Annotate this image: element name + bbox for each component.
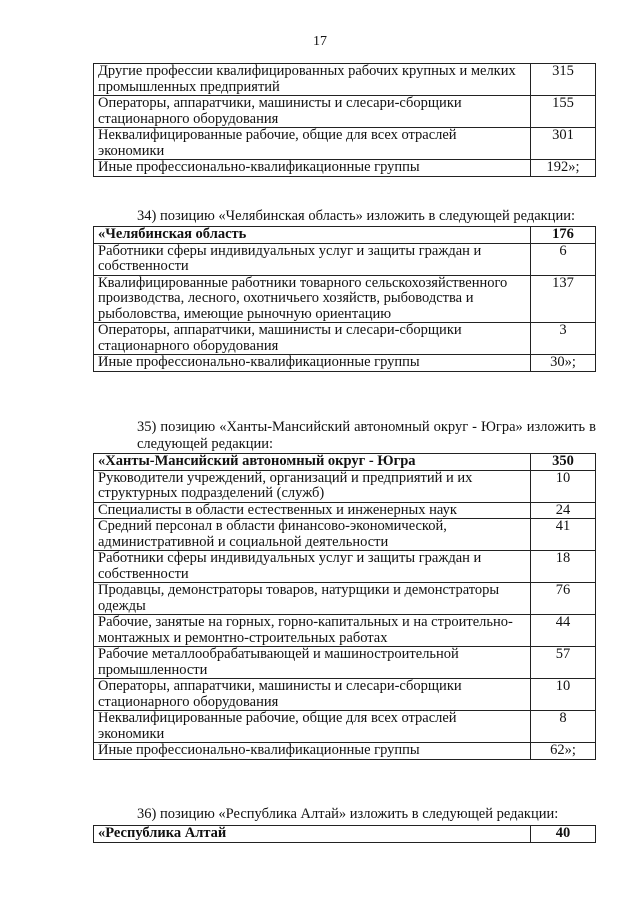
row-value: 30»; [531, 355, 596, 372]
region-name: «Ханты-Мансийский автономный округ - Югра [94, 454, 531, 471]
region-total: 176 [531, 227, 596, 244]
row-value: 301 [531, 128, 596, 160]
table-row [94, 355, 596, 372]
table-row [94, 470, 596, 502]
table-row [94, 160, 596, 177]
page-number: 17 [313, 34, 327, 49]
row-name: Средний персонал в области финансово-экономической, административной и социальной деятельности [94, 519, 531, 551]
paragraph-text: 36) позицию «Республика Алтай» изложить в следующей редакции: [137, 806, 559, 822]
table-row [94, 615, 596, 647]
row-value: 41 [531, 519, 596, 551]
row-value: 10 [531, 470, 596, 502]
paragraph-text: 34) позицию «Челябинская область» изложить в следующей редакции: [137, 208, 575, 224]
table-header-row [94, 826, 596, 843]
row-name: Квалифицированные работники товарного сельскохозяйственного производства, лесного, охотничьего хозяйств, рыбоводства и рыболовства, имеющие рыночную ориентацию [94, 275, 531, 323]
row-name: Руководители учреждений, организаций и предприятий и их структурных подразделений (служб) [94, 470, 531, 502]
row-name: Иные профессионально-квалификационные группы [94, 160, 531, 177]
table-row [94, 502, 596, 519]
paragraph-36 [93, 806, 596, 823]
row-value: 6 [531, 243, 596, 275]
row-name: Работники сферы индивидуальных услуг и защиты граждан и собственности [94, 243, 531, 275]
table-header-row [94, 227, 596, 244]
table-row [94, 275, 596, 323]
table-row [94, 551, 596, 583]
table-35 [93, 453, 596, 760]
table-36 [93, 825, 596, 843]
paragraph-text: 35) позицию «Ханты-Мансийский автономный округ - Югра» изложить в следующей редакции: [137, 419, 596, 452]
row-name: Другие профессии квалифицированных рабочих крупных и мелких промышленных предприятий [94, 64, 531, 96]
table-35-block [93, 453, 596, 760]
row-name: Иные профессионально-квалификационные группы [94, 355, 531, 372]
region-name: «Челябинская область [94, 227, 531, 244]
row-name: Неквалифицированные рабочие, общие для всех отраслей экономики [94, 711, 531, 743]
row-value: 315 [531, 64, 596, 96]
row-value: 24 [531, 502, 596, 519]
table-row [94, 679, 596, 711]
row-name: Специалисты в области естественных и инженерных наук [94, 502, 531, 519]
row-name: Работники сферы индивидуальных услуг и защиты граждан и собственности [94, 551, 531, 583]
region-total: 40 [531, 826, 596, 843]
row-value: 137 [531, 275, 596, 323]
table-row [94, 743, 596, 760]
row-value: 155 [531, 96, 596, 128]
table-row [94, 128, 596, 160]
table-36-block [93, 825, 596, 843]
region-total: 350 [531, 454, 596, 471]
table-row [94, 519, 596, 551]
row-name: Операторы, аппаратчики, машинисты и слесари-сборщики стационарного оборудования [94, 96, 531, 128]
row-name: Операторы, аппаратчики, машинисты и слесари-сборщики стационарного оборудования [94, 323, 531, 355]
table-top-block [93, 63, 596, 177]
table-header-row [94, 454, 596, 471]
row-value: 192»; [531, 160, 596, 177]
row-name: Продавцы, демонстраторы товаров, натурщики и демонстраторы одежды [94, 583, 531, 615]
table-row [94, 711, 596, 743]
row-value: 44 [531, 615, 596, 647]
table-34-block [93, 226, 596, 372]
row-value: 62»; [531, 743, 596, 760]
table-row [94, 647, 596, 679]
row-value: 76 [531, 583, 596, 615]
table-row [94, 96, 596, 128]
row-name: Рабочие, занятые на горных, горно-капитальных и на строительно-монтажных и ремонтно-строительных работах [94, 615, 531, 647]
row-value: 18 [531, 551, 596, 583]
row-value: 8 [531, 711, 596, 743]
row-name: Операторы, аппаратчики, машинисты и слесари-сборщики стационарного оборудования [94, 679, 531, 711]
paragraph-34 [93, 208, 596, 225]
row-value: 57 [531, 647, 596, 679]
row-value: 10 [531, 679, 596, 711]
row-value: 3 [531, 323, 596, 355]
row-name: Неквалифицированные рабочие, общие для всех отраслей экономики [94, 128, 531, 160]
region-name: «Республика Алтай [94, 826, 531, 843]
row-name: Иные профессионально-квалификационные группы [94, 743, 531, 760]
table-row [94, 243, 596, 275]
table-row [94, 323, 596, 355]
table-top [93, 63, 596, 177]
row-name: Рабочие металлообрабатывающей и машиностроительной промышленности [94, 647, 531, 679]
table-row [94, 583, 596, 615]
paragraph-35 [93, 419, 596, 453]
table-34 [93, 226, 596, 372]
table-row [94, 64, 596, 96]
